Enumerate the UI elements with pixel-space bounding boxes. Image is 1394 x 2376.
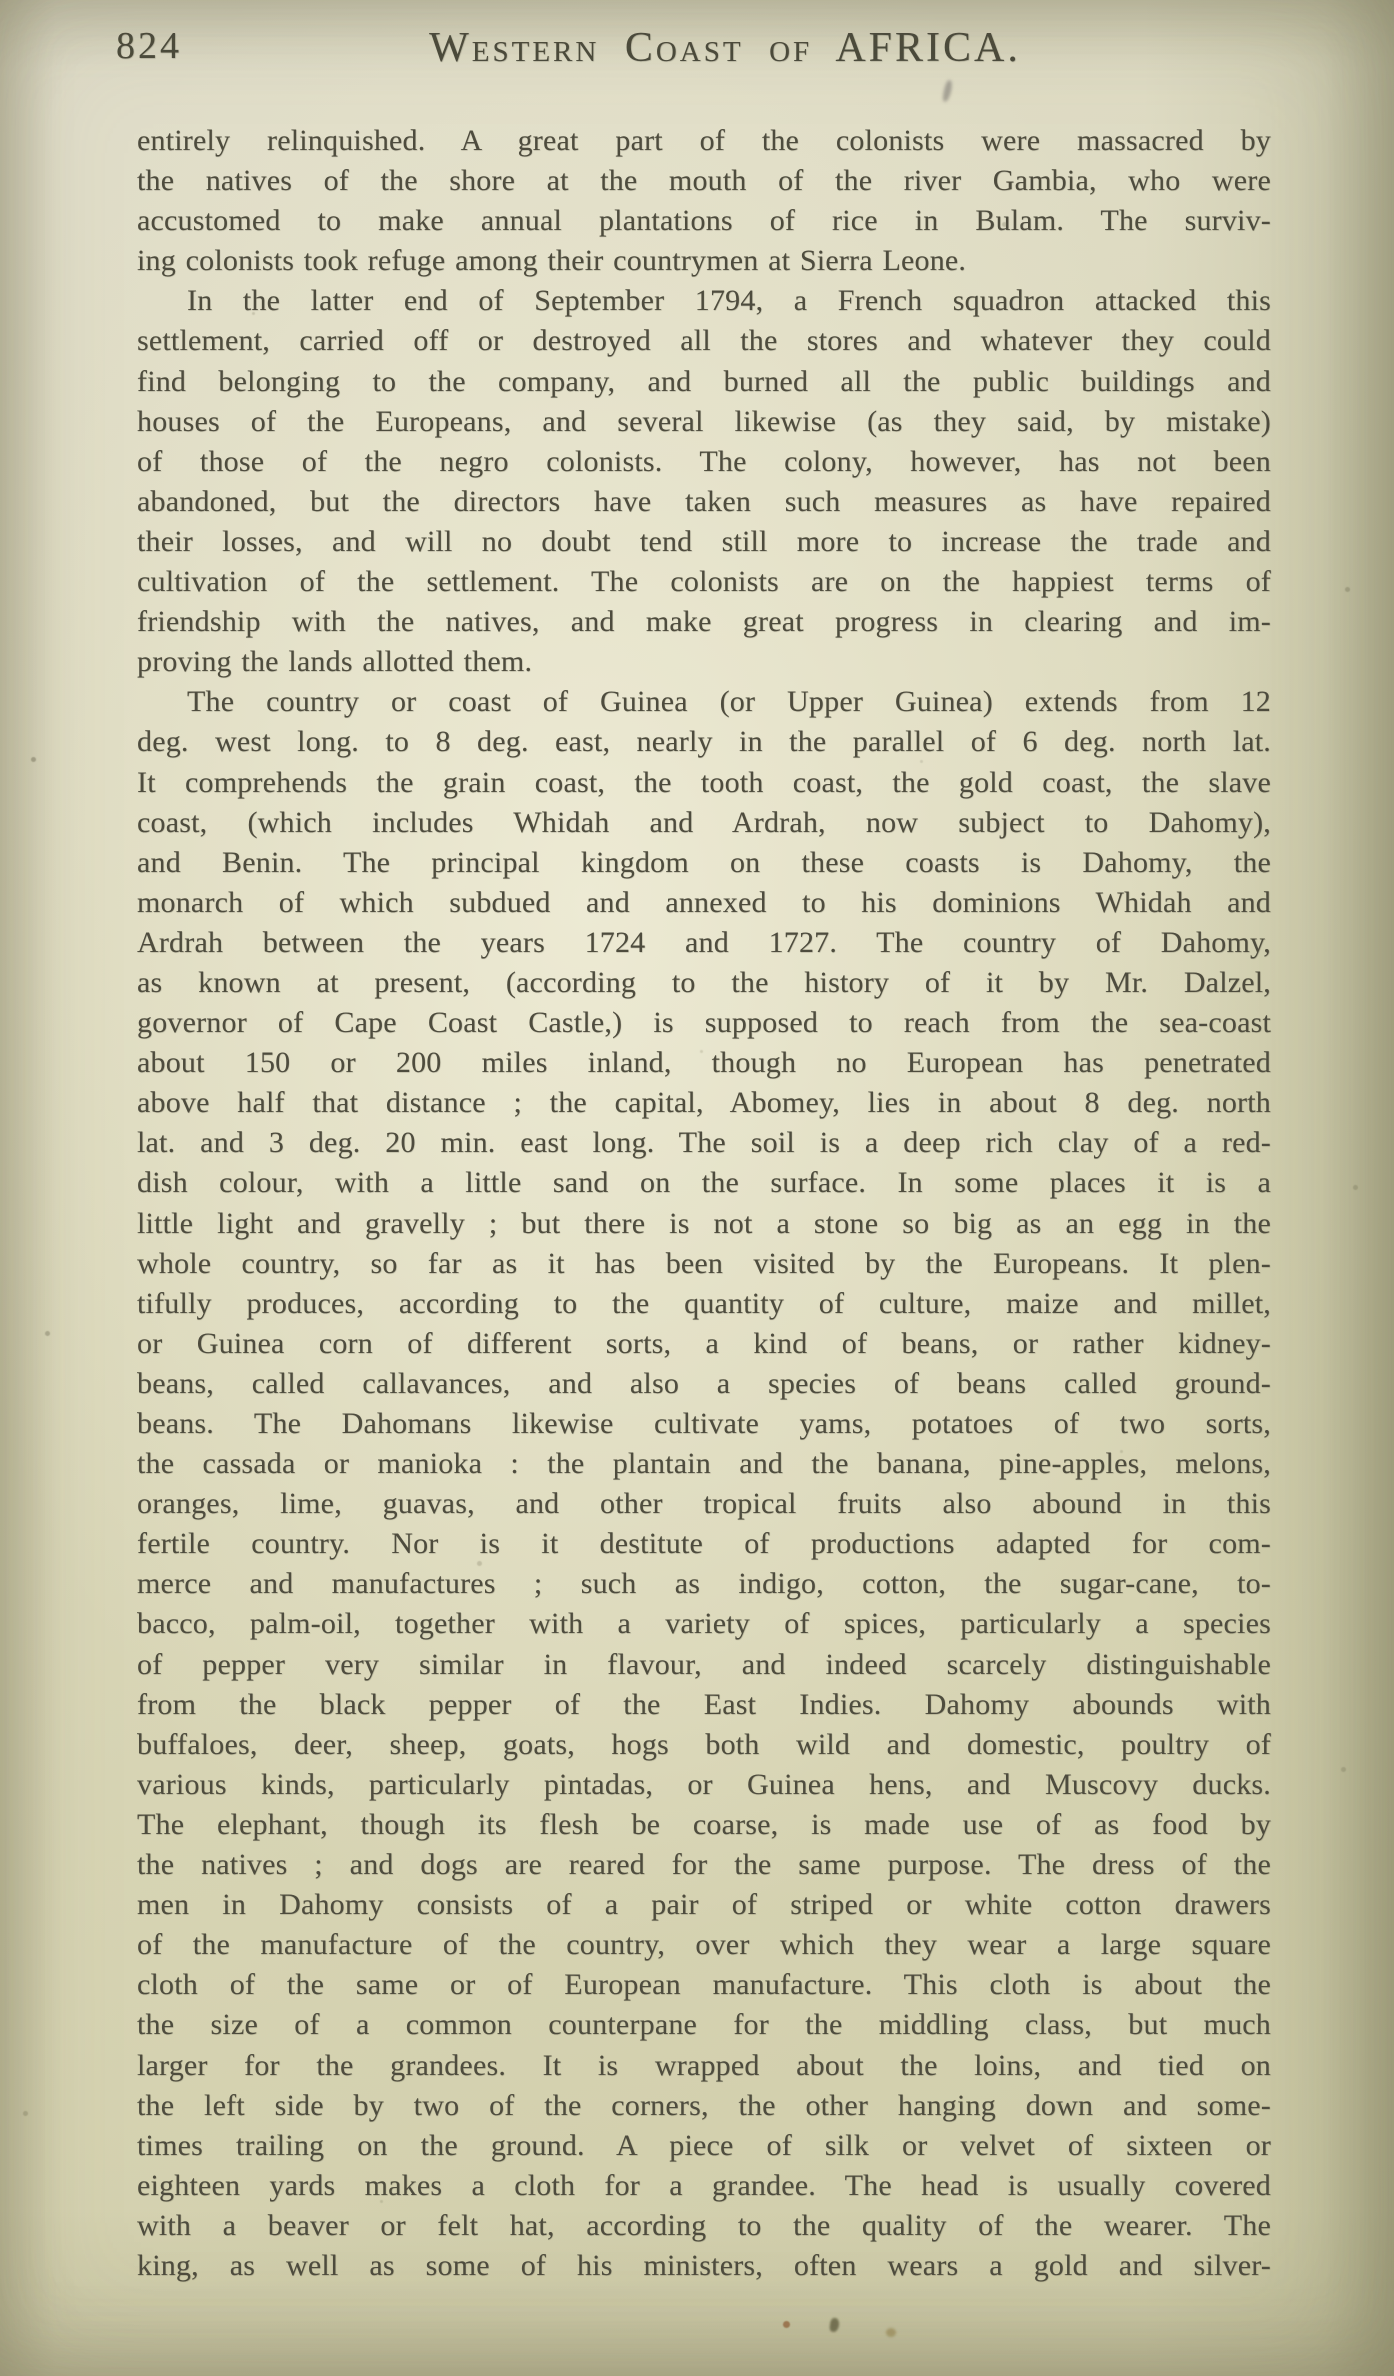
text-line: monarch of which subdued and annexed to his dominions Whidah and bbox=[137, 885, 1271, 919]
text-line: their losses, and will no doubt tend still more to increase the trade and bbox=[137, 524, 1271, 558]
text-line: men in Dahomy consists of a pair of striped or white cotton drawers bbox=[137, 1888, 1271, 1922]
text-line: of pepper very similar in flavour, and indeed scarcely distinguishable bbox=[137, 1647, 1271, 1681]
text-line: accustomed to make annual plantations of rice in Bulam. The surviv- bbox=[137, 204, 1271, 238]
text-line: dish colour, with a little sand on the surface. In some places it is a bbox=[137, 1166, 1271, 1200]
text-line: buffaloes, deer, sheep, goats, hogs both wild and domestic, poultry of bbox=[137, 1727, 1271, 1761]
text-line: or Guinea corn of different sorts, a kind of beans, or rather kidney- bbox=[137, 1326, 1271, 1360]
text-line: and Benin. The principal kingdom on these coasts is Dahomy, the bbox=[137, 845, 1271, 879]
text-line: deg. west long. to 8 deg. east, nearly in the parallel of 6 deg. north lat. bbox=[137, 725, 1271, 759]
fox-spot bbox=[886, 2328, 896, 2337]
text-line: In the latter end of September 1794, a French squadron attacked this bbox=[187, 284, 1271, 318]
text-line: king, as well as some of his ministers, often wears a gold and silver- bbox=[137, 2248, 1271, 2282]
text-line: the natives of the shore at the mouth of the river Gambia, who were bbox=[137, 164, 1271, 198]
text-line: from the black pepper of the East Indies. Dahomy abounds with bbox=[137, 1687, 1271, 1721]
text-line: eighteen yards makes a cloth for a grandee. The head is usually covered bbox=[137, 2168, 1271, 2202]
text-line: The elephant, though its flesh be coarse, is made use of as food by bbox=[137, 1807, 1271, 1841]
text-line: the left side by two of the corners, the other hanging down and some- bbox=[137, 2088, 1271, 2122]
text-line: lat. and 3 deg. 20 min. east long. The soil is a deep rich clay of a red- bbox=[137, 1126, 1271, 1160]
text-line: houses of the Europeans, and several likewise (as they said, by mistake) bbox=[137, 404, 1271, 438]
text-line: above half that distance ; the capital, Abomey, lies in about 8 deg. north bbox=[137, 1086, 1271, 1120]
text-line: various kinds, particularly pintadas, or Guinea hens, and Muscovy ducks. bbox=[137, 1767, 1271, 1801]
text-line: governor of Cape Coast Castle,) is supposed to reach from the sea-coast bbox=[137, 1006, 1271, 1040]
text-line: the natives ; and dogs are reared for the same purpose. The dress of the bbox=[137, 1848, 1271, 1882]
text-line: ing colonists took refuge among their countrymen at Sierra Leone. bbox=[137, 244, 967, 278]
ink-smudge bbox=[942, 80, 953, 103]
text-line: of the manufacture of the country, over which they wear a large square bbox=[137, 1928, 1271, 1962]
text-line: oranges, lime, guavas, and other tropical fruits also abound in this bbox=[137, 1487, 1271, 1521]
text-line: It comprehends the grain coast, the tooth coast, the gold coast, the slave bbox=[137, 765, 1271, 799]
text-line: friendship with the natives, and make great progress in clearing and im- bbox=[137, 605, 1271, 639]
text-line: proving the lands allotted them. bbox=[137, 645, 533, 679]
text-line: the cassada or manioka : the plantain and the banana, pine-apples, melons, bbox=[137, 1447, 1271, 1481]
page-number: 824 bbox=[116, 25, 182, 67]
text-line: abandoned, but the directors have taken such measures as have repaired bbox=[137, 484, 1271, 518]
text-line: entirely relinquished. A great part of the colonists were massacred by bbox=[137, 124, 1271, 157]
text-line: merce and manufactures ; such as indigo, cotton, the sugar-cane, to- bbox=[137, 1567, 1271, 1601]
paper-specks bbox=[0, 0, 3, 3]
text-line: beans. The Dahomans likewise cultivate yams, potatoes of two sorts, bbox=[137, 1407, 1271, 1440]
text-line: as known at present, (according to the history of it by Mr. Dalzel, bbox=[137, 965, 1271, 999]
text-line: The country or coast of Guinea (or Upper Guinea) extends from 12 bbox=[187, 685, 1271, 719]
text-line: cultivation of the settlement. The colonists are on the happiest terms of bbox=[137, 565, 1271, 599]
text-line: larger for the grandees. It is wrapped about the loins, and tied on bbox=[137, 2048, 1271, 2082]
text-line: little light and gravelly ; but there is not a stone so big as an egg in the bbox=[137, 1206, 1271, 1240]
text-line: beans, called callavances, and also a species of beans called ground- bbox=[137, 1366, 1271, 1400]
text-line: find belonging to the company, and burned all the public buildings and bbox=[137, 364, 1271, 398]
text-line: Ardrah between the years 1724 and 1727. The country of Dahomy, bbox=[137, 925, 1271, 959]
text-line: of those of the negro colonists. The colony, however, has not been bbox=[137, 444, 1271, 478]
text-line: fertile country. Nor is it destitute of productions adapted for com- bbox=[137, 1527, 1271, 1561]
text-line: bacco, palm-oil, together with a variety of spices, particularly a species bbox=[137, 1607, 1271, 1641]
text-line: tifully produces, according to the quantity of culture, maize and millet, bbox=[137, 1286, 1271, 1320]
text-line: times trailing on the ground. A piece of silk or velvet of sixteen or bbox=[137, 2128, 1271, 2162]
text-line: about 150 or 200 miles inland, though no European has penetrated bbox=[137, 1046, 1271, 1080]
text-line: the size of a common counterpane for the middling class, but much bbox=[137, 2008, 1271, 2042]
text-line: coast, (which includes Whidah and Ardrah, now subject to Dahomy), bbox=[137, 805, 1271, 839]
fox-spot bbox=[829, 2317, 840, 2332]
text-line: settlement, carried off or destroyed all the stores and whatever they could bbox=[137, 324, 1271, 358]
text-line: with a beaver or felt hat, according to the quality of the wearer. The bbox=[137, 2208, 1271, 2242]
text-line: cloth of the same or of European manufacture. This cloth is about the bbox=[137, 1968, 1271, 2002]
running-title: Western Coast of AFRICA. bbox=[429, 25, 1021, 71]
text-line: whole country, so far as it has been visited by the Europeans. It plen- bbox=[137, 1246, 1271, 1280]
body-text bbox=[137, 121, 1271, 2286]
fox-spot bbox=[783, 2321, 790, 2328]
